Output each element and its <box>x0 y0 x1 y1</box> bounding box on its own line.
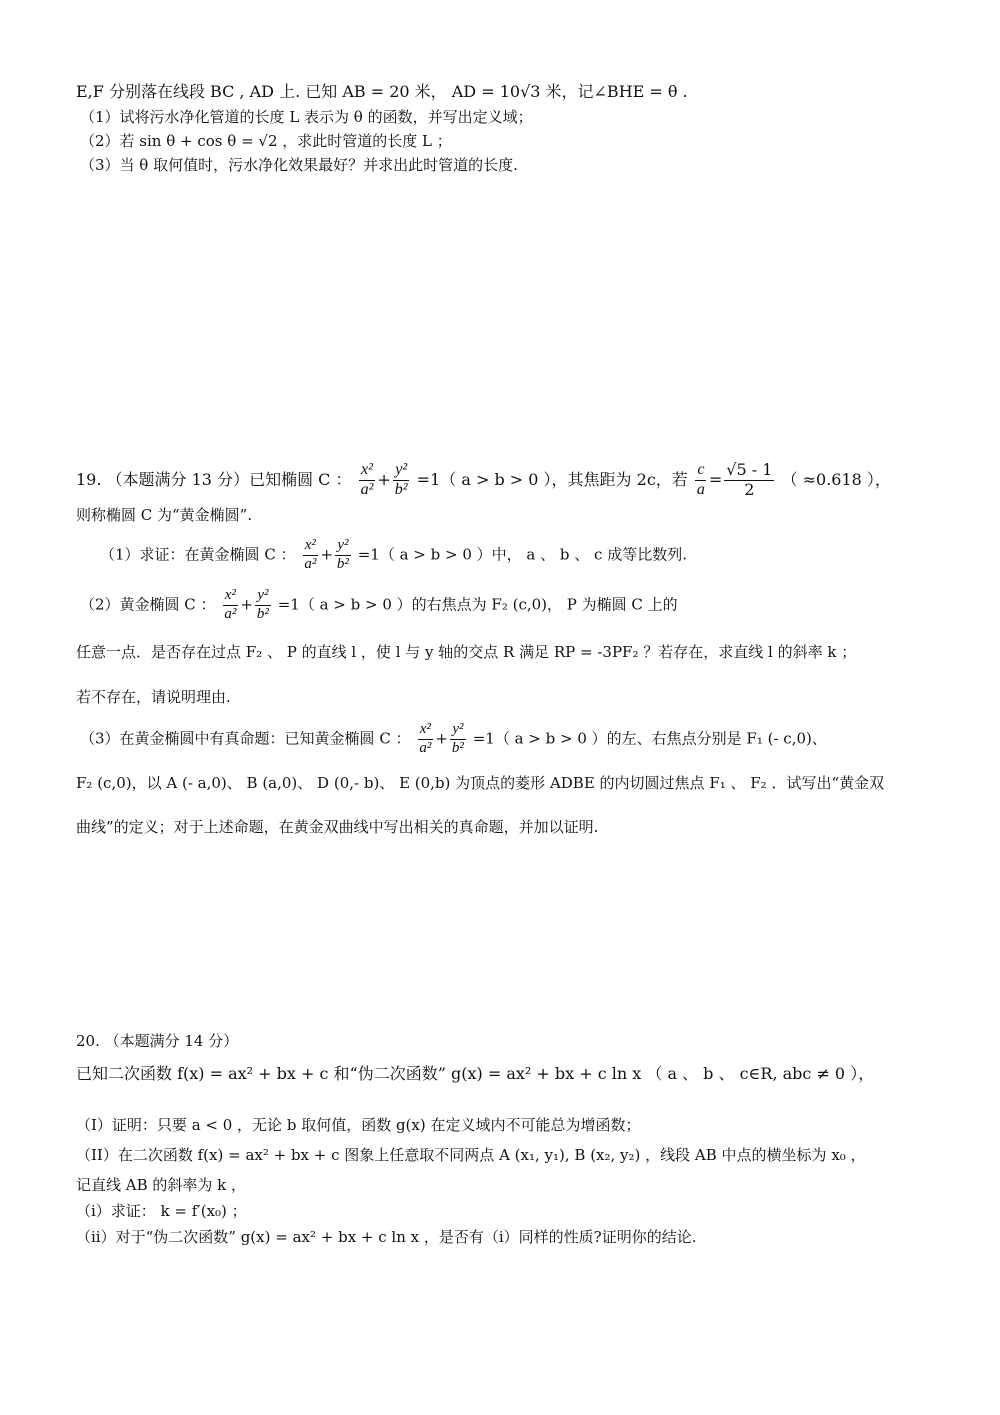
ellipse-x-fraction: $\frac{\text{x²}}{\text{a²}}$ <box>224 587 237 622</box>
q19-approx: （ ≈0.618 ）， <box>781 469 891 489</box>
q19-part3-pre: （3）在黄金椭圆中有真命题：已知黄金椭圆 C ： <box>80 729 411 748</box>
ellipse-x-fraction: $\frac{\text{x²}}{\text{a²}}$ <box>360 461 374 498</box>
q19-part1: （1）求证：在黄金椭圆 C ： $\frac{\text{x²}}{\text{a²}}$ + $\frac{\text{y²}}{\text{b²}}$ =1（ a > b > 0 ）中， a 、 b 、 c 成等比数列. <box>100 537 687 572</box>
q18-intro: E,F 分别落在线段 BC , AD 上. 已知 AB = 20 米， AD = 10√3 米，记∠BHE = θ . <box>76 82 688 101</box>
q19-part3: （3）在黄金椭圆中有真命题：已知黄金椭圆 C ： $\frac{\text{x²}}{\text{a²}}$ + $\frac{\text{y²}}{\text{b²}}$ =1（ a > b > 0 ）的左、右焦点分别是 F₁ (- c,0)、 <box>80 721 827 756</box>
ellipse-y-fraction: $\frac{\text{y²}}{\text{b²}}$ <box>256 587 269 622</box>
q20-part-II: （II）在二次函数 f(x) = ax² + bx + c 图象上任意取不同两点 A (x₁, y₁), B (x₂, y₂) ，线段 AB 中点的横坐标为 x₀ ， <box>76 1146 866 1164</box>
q19-part2: （2）黄金椭圆 C ： $\frac{\text{x²}}{\text{a²}}$ + $\frac{\text{y²}}{\text{b²}}$ =1（ a > b > 0 ）的右焦点为 F₂ (c,0)， P 为椭圆 C 上的 <box>80 587 678 622</box>
q20-part-i: （i）求证： k = f′(x₀) ； <box>76 1202 247 1220</box>
q19-part3-line2: F₂ (c,0)，以 A (- a,0)、 B (a,0)、 D (0,- b)、 E (0,b) 为顶点的菱形 ADBE 的内切圆过焦点 F₁ 、 F₂ ．试写出“黄金双 <box>76 774 885 792</box>
q19-part1-post: =1（ a > b > 0 ）中， a 、 b 、 c 成等比数列. <box>357 545 687 564</box>
ellipse-y-fraction: $\frac{\text{y²}}{\text{b²}}$ <box>336 537 349 572</box>
q19-part3-post: =1（ a > b > 0 ）的左、右焦点分别是 F₁ (- c,0)、 <box>472 729 827 748</box>
ellipse-x-fraction: $\frac{\text{x²}}{\text{a²}}$ <box>419 721 432 756</box>
ellipse-y-fraction: $\frac{\text{y²}}{\text{b²}}$ <box>451 721 464 756</box>
q18-part2: （2）若 sin θ + cos θ = √2 ，求此时管道的长度 L ； <box>80 132 452 150</box>
q20-part-ii: （ii）对于“伪二次函数” g(x) = ax² + bx + c ln x ，是否有（i）同样的性质?证明你的结论. <box>76 1228 697 1246</box>
q19-part1-pre: （1）求证：在黄金椭圆 C ： <box>100 545 296 564</box>
q19-title-pre: 19. （本题满分 13 分）已知椭圆 C ： <box>76 469 352 489</box>
q19-part2-line2: 任意一点．是否存在过点 F₂ 、 P 的直线 l ，使 l 与 y 轴的交点 R 满足 RP = -3PF₂ ？若存在，求直线 l 的斜率 k ； <box>76 643 857 661</box>
q19-title-mid: =1（ a > b > 0 ），其焦距为 2c，若 <box>416 469 688 489</box>
ratio-fraction: $\frac{c}{a}$ <box>696 461 705 498</box>
q20-part-II-line2: 记直线 AB 的斜率为 k ， <box>76 1176 247 1194</box>
q19-title: 19. （本题满分 13 分）已知椭圆 C ： $\frac{\text{x²}}{\text{a²}}$ + $\frac{\text{y²}}{\text{b²}}$ =1（ a > b > 0 ），其焦距为 2c，若 $\frac{c}{a}$ = $\frac{√5 - 1}{2}$ （ ≈0.618 ）， <box>76 460 891 499</box>
ellipse-y-fraction: $\frac{\text{y²}}{\text{b²}}$ <box>394 461 408 498</box>
q19-part2-line3: 若不存在，请说明理由. <box>76 688 231 706</box>
q19-part2-pre: （2）黄金椭圆 C ： <box>80 595 216 614</box>
q20-intro: 已知二次函数 f(x) = ax² + bx + c 和“伪二次函数” g(x) = ax² + bx + c ln x （ a 、 b 、 c∈R, abc ≠ 0 ）， <box>76 1064 875 1083</box>
q20-part-I: （I）证明：只要 a < 0 ，无论 b 取何值，函数 g(x) 在定义域内不可能总为增函数； <box>76 1116 641 1134</box>
q19-definition: 则称椭圆 C 为“黄金椭圆”. <box>76 506 253 524</box>
golden-ratio-fraction: $\frac{√5 - 1}{2}$ <box>726 460 773 499</box>
q19-part3-line3: 曲线”的定义；对于上述命题，在黄金双曲线中写出相关的真命题，并加以证明. <box>76 818 599 836</box>
q18-part1: （1）试将污水净化管道的长度 L 表示为 θ 的函数，并写出定义域； <box>80 108 533 126</box>
q19-part2-post: =1（ a > b > 0 ）的右焦点为 F₂ (c,0)， P 为椭圆 C 上的 <box>277 595 678 614</box>
q18-part3: （3）当 θ 取何值时，污水净化效果最好？并求出此时管道的长度. <box>80 156 518 174</box>
ellipse-x-fraction: $\frac{\text{x²}}{\text{a²}}$ <box>304 537 317 572</box>
q20-title: 20. （本题满分 14 分） <box>76 1032 239 1050</box>
